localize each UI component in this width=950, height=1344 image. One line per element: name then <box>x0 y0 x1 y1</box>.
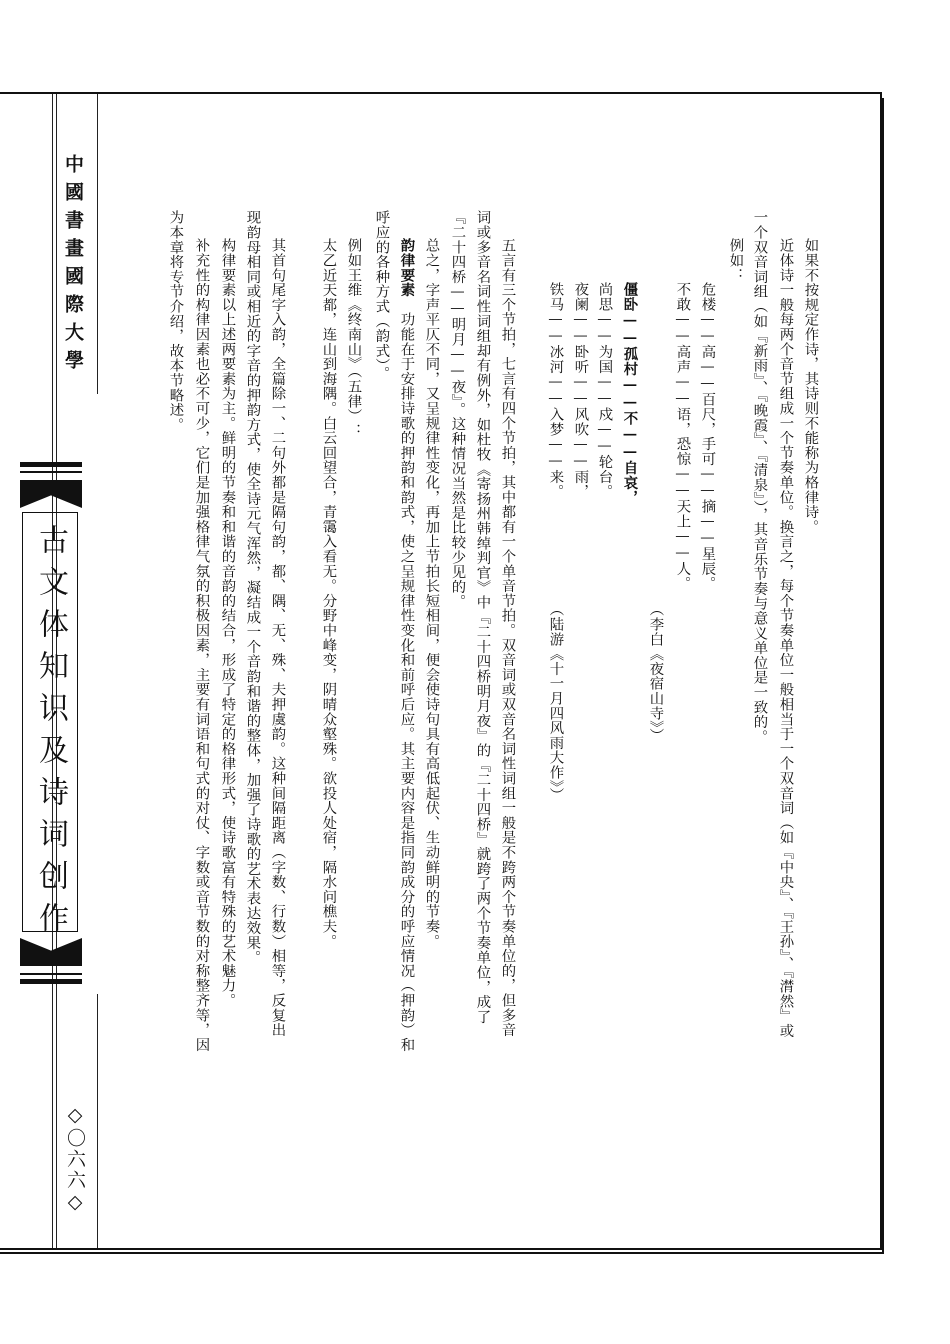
sidebar-rule <box>97 94 98 394</box>
text-column: 例如王维《终南山》（五律）： <box>345 238 362 438</box>
text-run: 功能在于安排诗歌的押韵和韵式，使之呈规律性变化和前呼后应。其主要内容是指同韵成分的呼应情况（押韵）和 <box>398 297 415 1053</box>
text-column: 五言有三个节拍，七言有四个节拍，其中都有一个单音节拍。双音词或双音名词性词组一般是不跨两个节奏单位的，但多音 <box>499 238 516 1038</box>
poem-source: （陆游《十一月四风雨大作》） <box>547 602 564 802</box>
text-column: 现韵母相同或相近的字音的押韵方式，使全诗元气浑然，凝结成一个音韵和谐的整体，加强了诗歌的艺术表达效果。 <box>244 210 261 965</box>
title-bar <box>20 462 82 467</box>
text-column: 呼应的各种方式（韵式）。 <box>373 210 390 381</box>
text-column: 词或多音名词性词组却有例外，如杜牧《寄扬州韩绰判官》中『二十四桥明月夜』的『二十四桥』就跨了两个节奏单位，成了 <box>474 210 491 1024</box>
text-column: 如果不按规定作诗，其诗则不能称为格律诗。 <box>802 238 819 534</box>
page-number: ◇〇六六◇ <box>64 1104 86 1215</box>
poem-line: 尚思——为国——戍——轮台。 <box>596 282 613 499</box>
poem-source: （李白《夜宿山寺》） <box>647 602 664 743</box>
poem-line: 夜阑——卧听——风吹——雨， <box>572 282 589 499</box>
poem-line: 不敢——高声——语，恐惊——天上——人。 <box>674 282 691 591</box>
title-bar <box>20 973 82 975</box>
text-column: 例如： <box>727 238 744 283</box>
text-column: 一个双音词组（如『新雨』、『晚霞』、『清泉』），其音乐节奏与意义单位是一致的。 <box>751 210 768 744</box>
text-column: 为本章将专节介绍，故本节略述。 <box>167 210 184 432</box>
title-bar <box>20 471 82 473</box>
text-column <box>398 238 416 1053</box>
poem-line: 僵卧——孤村——不——自哀， <box>621 282 639 505</box>
text-column: 『二十四桥——明月——夜』。这种情况当然是比较少见的。 <box>449 210 466 609</box>
poem-line: 太乙近天都，连山到海隅。白云回望合，青霭入看无。分野中峰变，阴晴众壑殊。欲投人处宿，隔水问樵夫。 <box>320 238 337 949</box>
book-title-block <box>20 462 82 984</box>
text-column: 构律要素以上述两要素为主。鲜明的节奏和和谐的音韵的结合，形成了特定的格律形式，使诗歌富有特殊的艺术魅力。 <box>219 238 236 1008</box>
poem-line: 铁马——冰河——入梦——来。 <box>547 282 564 499</box>
sidebar-rule <box>97 994 98 1248</box>
poem-line: 危楼——高——百尺，手可——摘——星辰。 <box>699 282 716 591</box>
title-ornament <box>20 480 82 508</box>
book-title: 古文体知识及诗词创作 <box>33 524 68 944</box>
text-column: 补充性的构律因素也必不可少，它们是加强格律气氛的积极因素，主要有词语和句式的对仗、字数或音节数的对称整齐等，因 <box>193 238 210 1052</box>
title-bar <box>20 979 82 984</box>
text-column: 其首句尾字入韵，全篇除一、二句外都是隔句韵，都、隅、无、殊、夫押虞韵。这种间隔距离（字数、行数）相等，反复出 <box>269 238 286 1038</box>
university-name: 中國書畫國際大學 <box>62 154 84 378</box>
section-heading: 韵律要素 <box>398 238 416 298</box>
sidebar <box>0 94 150 1248</box>
text-column: 总之，字声平仄不同，又呈规律性变化，再加上节拍长短相间，便会使诗句具有高低起伏、生动鲜明的节奏。 <box>423 238 440 949</box>
text-column: 近体诗一般每两个音节组成一个节奏单位。换言之，每个节奏单位一般相当于一个双音词（如『中央』、『王孙』、『潸然』或 <box>777 238 794 1038</box>
